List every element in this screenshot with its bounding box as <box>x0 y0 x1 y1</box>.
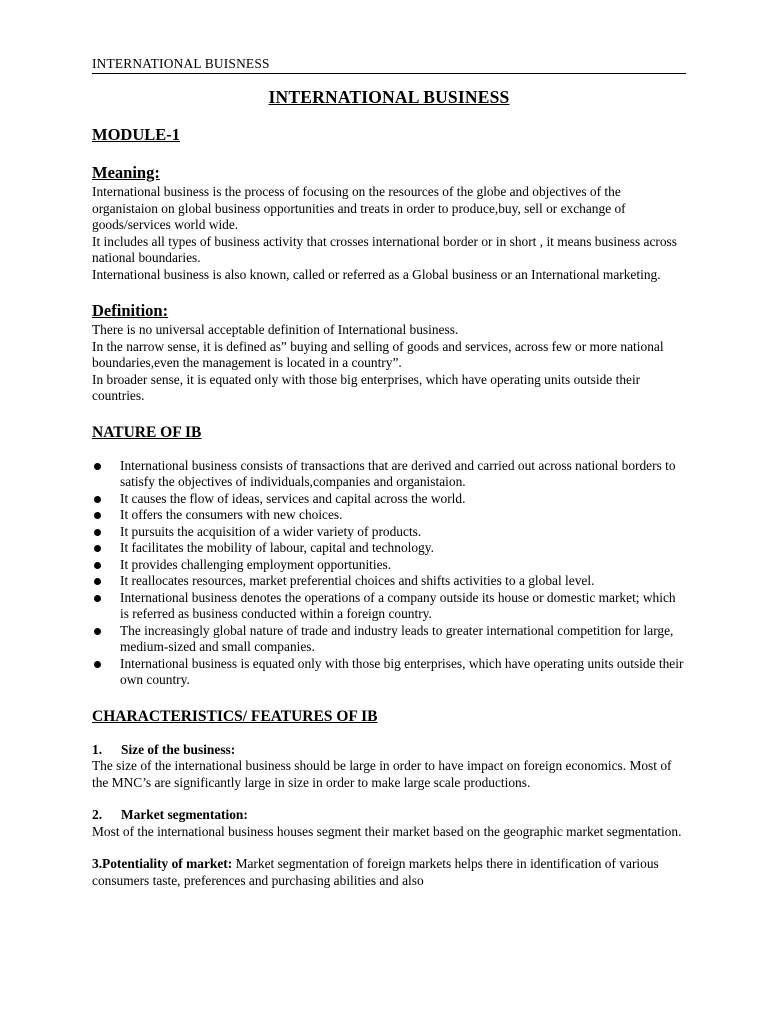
bullet-item <box>92 656 686 689</box>
definition-section <box>92 322 686 405</box>
characteristic-number: 2. <box>92 807 103 822</box>
bullet-dot-icon <box>94 562 101 569</box>
bullet-text: International business is equated only with those big enterprises, which have operating units outside their own country. <box>120 655 684 687</box>
bullet-item <box>92 507 686 524</box>
bullet-item <box>92 623 686 656</box>
characteristic-item <box>92 807 686 840</box>
bullet-item <box>92 573 686 590</box>
bullet-text: It causes the flow of ideas, services and capital across the world. <box>120 490 466 506</box>
bullet-text: The increasingly global nature of trade and industry leads to greater international competition for large, medium-sized and small companies. <box>120 622 674 654</box>
bullet-text: It offers the consumers with new choices. <box>120 507 343 522</box>
bullet-dot-icon <box>94 628 101 635</box>
meaning-paragraph: International business is also known, called or referred as a Global business or an International marketing. <box>92 266 661 282</box>
definition-paragraph: In the narrow sense, it is defined as” buying and selling of goods and services, across few or more national boundaries,even the management is located in a country”. <box>92 338 664 370</box>
bullet-dot-icon <box>94 595 101 602</box>
characteristic-item <box>92 856 686 889</box>
bullet-item <box>92 458 686 491</box>
bullet-dot-icon <box>94 496 101 503</box>
characteristic-title <box>92 807 686 824</box>
characteristic-number: 3. <box>92 856 103 871</box>
bullet-text: It pursuits the acquisition of a wider variety of products. <box>120 523 422 539</box>
bullet-dot-icon <box>94 529 101 536</box>
bullet-text: It reallocates resources, market preferential choices and shifts activities to a global level. <box>120 573 595 588</box>
definition-paragraph: In broader sense, it is equated only with those big enterprises, which have operating units outside their countries. <box>92 371 641 403</box>
bullet-text: It provides challenging employment opportunities. <box>120 556 392 572</box>
bullet-text: International business consists of transactions that are derived and carried out across national borders to satisfy the objectives of individuals,companies and organistaion. <box>120 457 676 489</box>
document-title: INTERNATIONAL BUSINESS <box>268 87 510 107</box>
meaning-paragraph: It includes all types of business activity that crosses international border or in short , it means business across national boundaries. <box>92 233 677 265</box>
bullet-dot-icon <box>94 578 101 585</box>
bullet-item <box>92 540 686 557</box>
nature-heading: NATURE OF IB <box>92 423 202 441</box>
running-header: INTERNATIONAL BUISNESS <box>92 55 686 74</box>
meaning-paragraph: International business is the process of focusing on the resources of the globe and objectives of the organistaion on global business opportunities and treats in order to produce,buy, sell or exchange of goods/services world wide. <box>92 184 626 232</box>
meaning-section <box>92 184 686 283</box>
characteristic-inline <box>92 856 686 889</box>
characteristic-title <box>92 742 686 759</box>
module-heading: MODULE-1 <box>92 125 180 144</box>
bullet-text: It facilitates the mobility of labour, capital and technology. <box>120 540 434 555</box>
bullet-item <box>92 524 686 541</box>
characteristic-title-text: Potentiality of market: <box>102 856 233 871</box>
characteristic-item <box>92 742 686 792</box>
characteristic-text: Market segmentation of foreign markets helps there in identification of various consumers taste, preferences and purchasing abilities and also <box>92 856 659 888</box>
meaning-heading: Meaning: <box>92 163 160 182</box>
bullet-dot-icon <box>94 512 101 519</box>
characteristic-text: The size of the international business should be large in order to have impact on foreign economics. Most of the MNC’s are significantly large in size in order to make large scale productions. <box>92 758 672 790</box>
bullet-text: International business denotes the operations of a company outside its house or domestic market; which is referred as business conducted within a foreign country. <box>120 589 676 621</box>
definition-paragraph: There is no universal acceptable definition of International business. <box>92 322 459 337</box>
definition-heading: Definition: <box>92 301 169 320</box>
characteristic-number: 1. <box>92 741 103 757</box>
bullet-item <box>92 491 686 508</box>
bullet-dot-icon <box>94 661 101 668</box>
characteristic-title-text: Size of the business: <box>121 741 236 757</box>
bullet-dot-icon <box>94 463 101 470</box>
nature-bullet-list <box>92 458 686 689</box>
document-page <box>92 55 686 889</box>
characteristic-title-text: Market segmentation: <box>121 807 248 822</box>
bullet-dot-icon <box>94 545 101 552</box>
characteristic-text: Most of the international business houses segment their market based on the geographic market segmentation. <box>92 823 682 839</box>
bullet-item <box>92 590 686 623</box>
bullet-item <box>92 557 686 574</box>
characteristics-heading: CHARACTERISTICS/ FEATURES OF IB <box>92 707 378 725</box>
